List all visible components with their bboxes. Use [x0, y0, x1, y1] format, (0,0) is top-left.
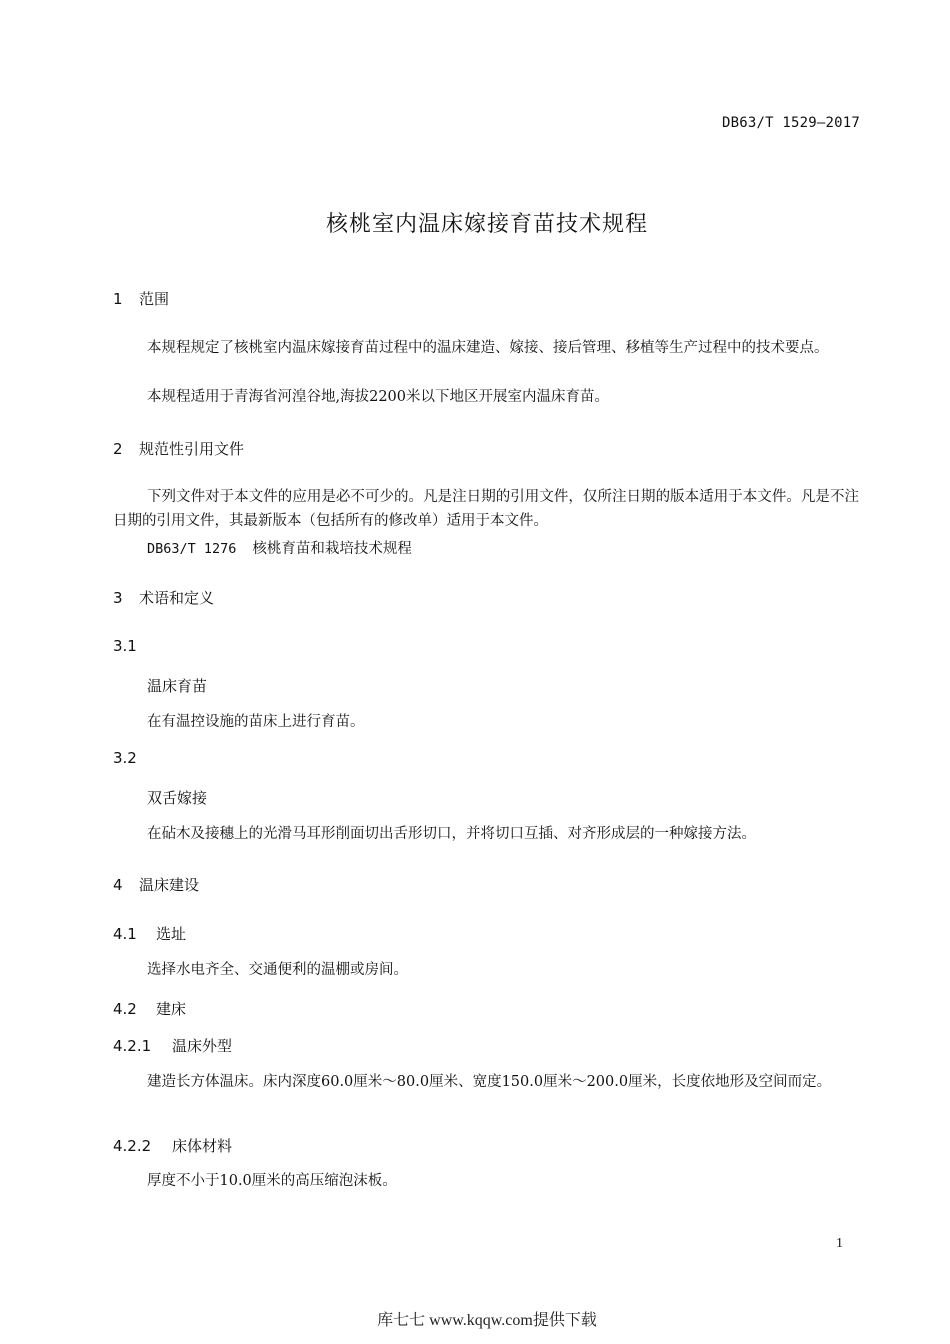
- section-title: 选址: [156, 925, 187, 943]
- section-number: 3: [113, 589, 123, 607]
- section-4-2-1-heading: [113, 1035, 232, 1056]
- section-title: 术语和定义: [139, 589, 215, 607]
- section-4-2-2-heading: [113, 1135, 232, 1156]
- section-title: 温床外型: [172, 1037, 233, 1055]
- section-4-2-2-text: 厚度不小于10.0厘米的高压缩泡沫板。: [147, 1173, 397, 1189]
- section-number: 1: [113, 290, 123, 308]
- section-1-paragraph-2: 本规程适用于青海省河湟谷地,海拔2200米以下地区开展室内温床育苗。: [147, 389, 610, 405]
- section-4-2-1-text: 建造长方体温床。床内深度60.0厘米～80.0厘米、宽度150.0厘米～200.0厘米，长度依地形及空间而定。: [147, 1074, 832, 1090]
- section-2-paragraph-1: 下列文件对于本文件的应用是必不可少的。凡是注日期的引用文件，仅所注日期的版本适用于本文件。凡是不注日期的引用文件，其最新版本（包括所有的修改单）适用于本文件。: [113, 489, 859, 529]
- section-title: 规范性引用文件: [139, 440, 245, 458]
- section-1-paragraph-1: 本规程规定了核桃室内温床嫁接育苗过程中的温床建造、嫁接、接后管理、移植等生产过程中的技术要点。: [147, 340, 829, 356]
- download-footer: 库七七 www.kqqw.com提供下载: [377, 1312, 597, 1329]
- reference-code: DB63/T 1276: [147, 541, 237, 557]
- page-number: 1: [836, 1236, 843, 1251]
- reference-item: [147, 537, 412, 558]
- section-number: 4.1: [113, 925, 137, 943]
- section-number: 4: [113, 876, 123, 894]
- term-3-2-name: 双舌嫁接: [147, 789, 208, 807]
- standard-code: DB63/T 1529—2017: [721, 115, 860, 131]
- section-2-heading: [113, 438, 244, 459]
- term-3-2-number: 3.2: [113, 749, 137, 767]
- section-number: 4.2: [113, 1000, 137, 1018]
- term-3-1-number: 3.1: [113, 637, 137, 655]
- term-3-2-definition: 在砧木及接穗上的光滑马耳形削面切出舌形切口，并将切口互插、对齐形成层的一种嫁接方法。: [147, 826, 756, 842]
- section-4-1-text: 选择水电齐全、交通便利的温棚或房间。: [147, 962, 408, 978]
- document-title: 核桃室内温床嫁接育苗技术规程: [325, 212, 648, 237]
- section-3-heading: [113, 587, 214, 608]
- term-3-1-name: 温床育苗: [147, 677, 208, 695]
- reference-title: 核桃育苗和栽培技术规程: [252, 541, 412, 557]
- section-title: 温床建设: [139, 876, 200, 894]
- section-number: 2: [113, 440, 123, 458]
- section-title: 建床: [156, 1000, 187, 1018]
- section-title: 床体材料: [172, 1137, 233, 1155]
- section-4-1-heading: [113, 923, 186, 944]
- section-4-heading: [113, 874, 199, 895]
- section-number: 4.2.1: [113, 1037, 152, 1055]
- section-title: 范围: [139, 290, 170, 308]
- section-4-2-heading: [113, 998, 186, 1019]
- term-3-1-definition: 在有温控设施的苗床上进行育苗。: [147, 714, 365, 730]
- section-1-heading: [113, 288, 169, 309]
- section-number: 4.2.2: [113, 1137, 152, 1155]
